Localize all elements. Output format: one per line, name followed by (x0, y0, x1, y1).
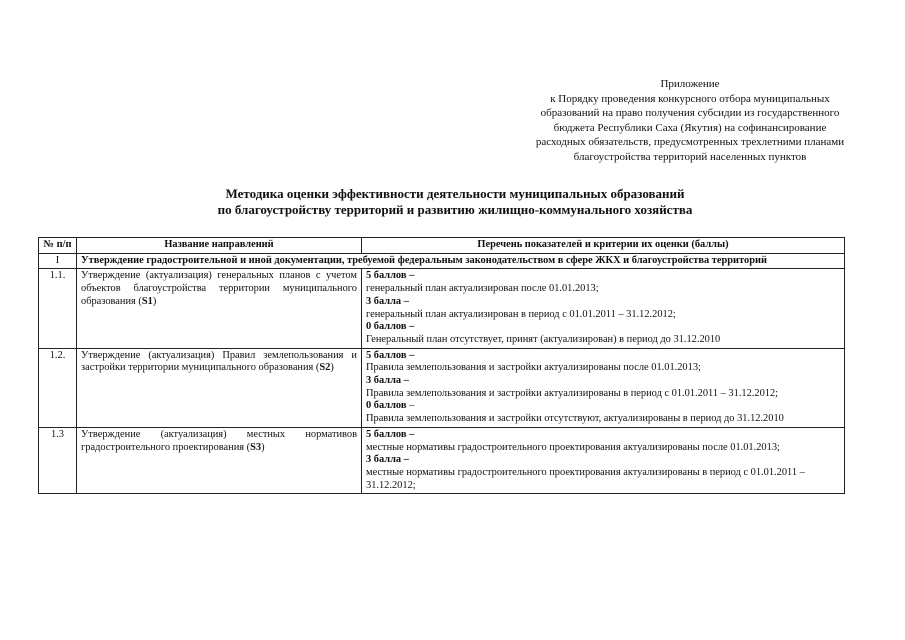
criterion-text: генеральный план актуализирован в период с 01.01.2011 – 31.12.2012; (366, 308, 676, 320)
header-criteria: Перечень показателей и критерии их оценки (баллы) (362, 238, 845, 254)
criterion-score: 5 баллов – (366, 428, 415, 440)
criterion-score: 3 балла – (366, 295, 409, 307)
direction-close: ) (261, 441, 265, 453)
row-criteria (362, 348, 845, 427)
criterion-score: 5 баллов – (366, 270, 415, 282)
section-row (39, 253, 845, 269)
table-row (39, 427, 845, 494)
row-criteria (362, 427, 845, 494)
appendix-line: образований на право получения субсидии из государственного (540, 107, 840, 120)
row-direction (77, 269, 362, 348)
criterion-score: 0 баллов – (366, 321, 415, 333)
direction-text: Утверждение (актуализация) местных нормативов градостроительного проектирования ( (81, 428, 357, 453)
indicator-code: S2 (319, 362, 331, 374)
direction-text: Утверждение (актуализация) Правил землепользования и застройки территории муниципального образования ( (81, 349, 357, 374)
criterion-text: Правила землепользования и застройки актуализированы в период с 01.01.2011 – 31.12.2012; (366, 387, 779, 399)
row-num: 1.2. (39, 348, 77, 427)
appendix-line: к Порядку проведения конкурсного отбора муниципальных (550, 92, 830, 105)
section-title: Утверждение градостроительной и иной документации, требуемой федеральным законодательством в сфере ЖКХ и благоустройства территорий (77, 253, 845, 269)
criterion-text: Правила землепользования и застройки отсутствуют, актуализированы в период до 31.12.2010 (366, 413, 784, 425)
table-header-row (39, 238, 845, 254)
row-criteria (362, 269, 845, 348)
appendix-line: Приложение (660, 78, 720, 90)
appendix-line: бюджета Республики Саха (Якутия) на софинансирование (553, 121, 827, 134)
table-row (39, 269, 845, 348)
indicator-code: S3 (250, 441, 262, 453)
criterion-score-line (366, 400, 840, 413)
appendix-block (500, 77, 880, 165)
criteria-table (38, 237, 845, 494)
direction-close: ) (152, 295, 157, 307)
direction-close: ) (330, 362, 334, 374)
header-num: № п/п (39, 238, 77, 254)
criterion-text: Правила землепользования и застройки актуализированы после 01.01.2013; (366, 362, 701, 374)
document-title-line-1: Методика оценки эффективности деятельности муниципальных образований (225, 186, 685, 201)
criterion-text: Генеральный план отсутствует, принят (актуализирован) в период до 31.12.2010 (366, 333, 721, 345)
document-title (40, 186, 870, 218)
row-direction (77, 348, 362, 427)
indicator-code: S1 (141, 295, 153, 307)
criterion-text: местные нормативы градостроительного проектирования актуализированы в период с 01.01.2011 – 31.12.2012; (366, 466, 805, 491)
criterion-dash: – (406, 400, 415, 412)
row-num: 1.1. (39, 269, 77, 348)
criterion-text: генеральный план актуализирован после 01.01.2013; (366, 283, 599, 295)
appendix-line: расходных обязательств, предусмотренных трехлетними планами (535, 136, 845, 149)
criterion-score: 3 балла – (366, 454, 409, 466)
appendix-line: благоустройства территорий населенных пунктов (573, 150, 807, 163)
criterion-score: 5 баллов – (366, 349, 415, 361)
document-title-line-2: по благоустройству территорий и развитию жилищно-коммунального хозяйства (217, 202, 693, 217)
row-num: 1.3 (39, 427, 77, 494)
criterion-score: 0 баллов (366, 400, 407, 412)
direction-text: Утверждение (актуализация) генеральных планов с учетом объектов благоустройства территории муниципального образования ( (81, 270, 357, 307)
header-direction: Название направлений (77, 238, 362, 254)
row-direction (77, 427, 362, 494)
criterion-score: 3 балла – (366, 375, 409, 387)
criterion-text: местные нормативы градостроительного проектирования актуализированы после 01.01.2013; (366, 441, 780, 453)
section-num: I (39, 253, 77, 269)
table-row (39, 348, 845, 427)
